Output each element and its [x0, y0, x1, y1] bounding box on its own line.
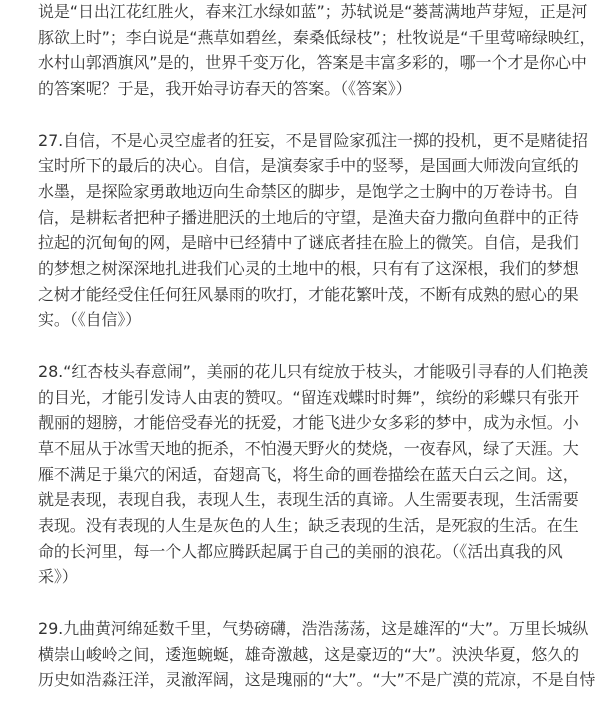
text-line: 之树才能经受住任何狂风暴雨的吹打，才能花繁叶茂，不断有成熟的慰心的果 [38, 284, 579, 304]
text-line: 历史如浩淼汪洋，灵澈浑阔，这是瑰丽的“大”。“大”不是广漠的荒凉，不是自恃 [38, 670, 596, 690]
text-line: 的梦想之树深深地扎进我们心灵的土地中的根，只有有了这深根，我们的梦想 [38, 259, 579, 279]
article-body [38, 0, 598, 719]
text-line: 29.九曲黄河绵延数千里，气势磅礴，浩浩荡荡，这是雄浑的“大”。万里长城纵 [38, 618, 589, 638]
text-line: 说是“日出江花红胜火，春来江水绿如蓝”；苏轼说是“蒌蒿满地芦芽短，正是河 [38, 2, 588, 21]
text-line: 的目光，才能引发诗人由衷的赞叹。“留连戏蝶时时舞”，缤纷的彩蝶只有张开 [38, 387, 580, 407]
text-line: 命的长河里，每一个人都应腾跃起属于自己的美丽的浪花。（《活出真我的风 [38, 541, 563, 561]
text-line: 豚欲上时”；李白说是“燕草如碧丝，秦桑低绿枝”；杜牧说是“千里莺啼绿映红， [38, 27, 596, 47]
text-line: 宝时所下的最后的决心。自信，是演奏家手中的竖琴，是国画大师泼向宣纸的 [38, 156, 579, 176]
paragraph-item-29 [38, 616, 598, 693]
text-line: 就是表现，表现自我，表现人生，表现生活的真谛。人生需要表现，生活需要 [38, 490, 579, 510]
paragraph-item-27 [38, 128, 598, 334]
text-line: 的答案呢？于是，我开始寻访春天的答案。（《答案》） [38, 79, 412, 99]
text-line: 靓丽的翅膀，才能倍受春光的抚爱，才能飞进少女多彩的梦中，成为永恒。小 [38, 413, 579, 433]
text-line: 水墨，是探险家勇敢地迈向生命禁区的脚步，是饱学之士胸中的万卷诗书。自 [38, 181, 579, 201]
text-line: 实。（《自信》） [38, 310, 142, 330]
paragraph-item-28 [38, 359, 598, 590]
text-line: 草不屈从于冰雪天地的扼杀，不怕漫天野火的焚烧，一夜春风，绿了天涯。大 [38, 438, 579, 458]
text-line: 拉起的沉甸甸的网，是暗中已经猜中了谜底者挂在脸上的微笑。自信，是我们 [38, 233, 579, 253]
text-line: 水村山郭酒旗风”是的，世界千变万化，答案是丰富多彩的，哪一个才是你心中 [38, 53, 587, 73]
text-line: 雁不满足于巢穴的闲适，奋翅高飞，将生命的画卷描绘在蓝天白云之间。这， [38, 464, 579, 484]
text-line: 28.“红杏枝头春意闹”，美丽的花儿只有绽放于枝头，才能吸引寻春的人们艳羡 [38, 361, 589, 381]
text-line: 信，是耕耘者把种子播进肥沃的土地后的守望，是渔夫奋力撒向鱼群中的正待 [38, 207, 579, 227]
text-line: 27.自信，不是心灵空虚者的狂妄，不是冒险家孤注一掷的投机，更不是赌徒招 [38, 130, 588, 150]
text-line: 表现。没有表现的人生是灰色的人生；缺乏表现的生活，是死寂的生活。在生 [38, 516, 579, 536]
paragraph-answer-excerpt [38, 0, 598, 102]
text-line: 采》） [38, 567, 78, 587]
text-line: 横崇山峻岭之间，逶迤蜿蜒，雄奇激越，这是豪迈的“大”。泱泱华夏，悠久的 [38, 644, 580, 664]
